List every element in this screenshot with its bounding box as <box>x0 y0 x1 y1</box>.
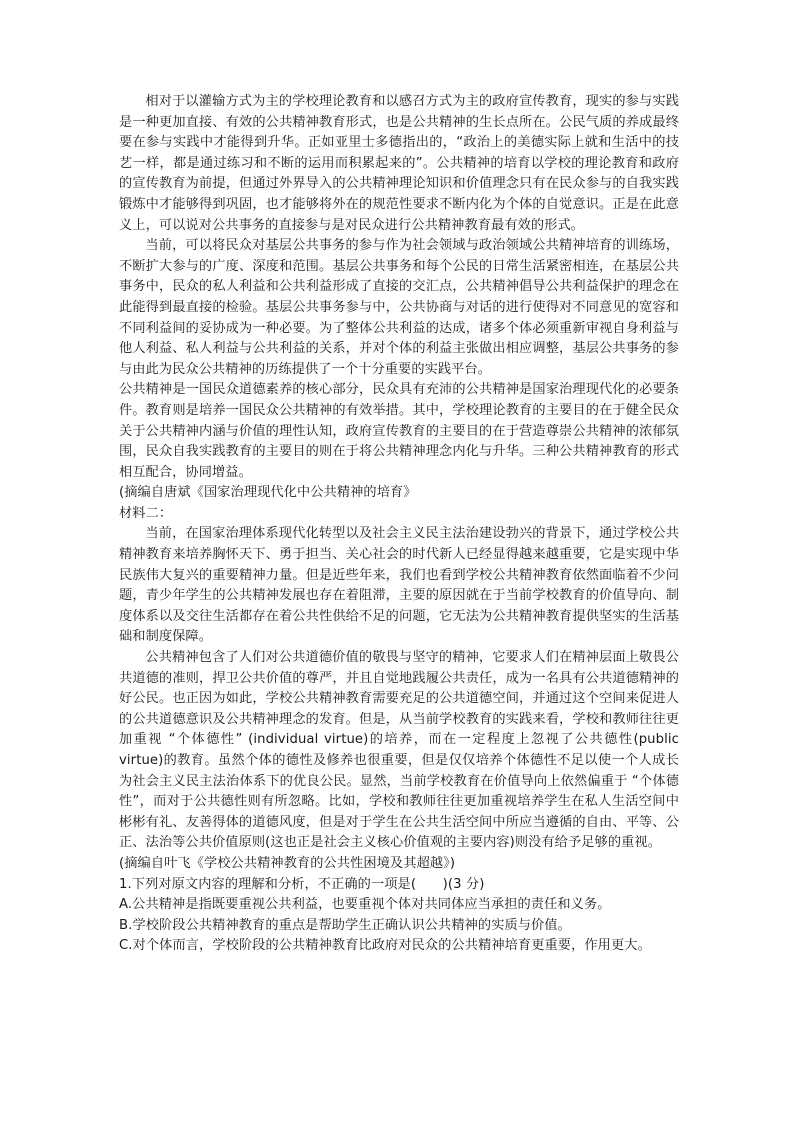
question-option-b: B.学校阶段公共精神教育的重点是帮助学生正确认识公共精神的实质与价值。 <box>119 917 571 933</box>
question-stem: 1.下列对原文内容的理解和分析，不正确的一项是( )(3 分) <box>119 876 485 892</box>
material-two-paragraph-2: 公共精神包含了人们对公共道德价值的敬畏与坚守的精神，它要求人们在精神层面上敬畏公共道德的准则，捍卫公共价值的尊严，并且自觉地践履公共责任，成为一名具有公共道德精神的好公民。也正因为如此，学校公共精神教育需要充足的公共道德空间，并通过这个空间来促进人的公共道德意识及公共精神理念的发育。但是，从当前学校教育的实践来看，学校和教师往往更加重视 “个体德性” (individual virtue)的培养，而在一定程度上忽视了公共德性(public virtue)的教育。虽然个体的德性及修养也很重要，但是仅仅培养个体德性不足以使一个人成长为社会主义民主法治体系下的优良公民。显然，当前学校教育在价值导向上依然偏重于 “个体德性”，而对于公共德性则有所忽略。比如，学校和教师往往更加重视培养学生在私人生活空间中彬彬有礼、友善得体的道德风度，但是对于学生在公共生活空间中所应当遵循的自由、平等、公正、法治等公共价值原则(这也正是社会主义核心价值观的主要内容)则没有给予足够的重视。 <box>119 650 684 851</box>
material-two-source: (摘编自叶飞《学校公共精神教育的公共性困境及其超越》) <box>119 855 456 871</box>
document-page <box>119 92 684 957</box>
material-two-heading: 材料二： <box>119 505 173 521</box>
material-two-paragraph-1: 当前，在国家治理体系现代化转型以及社会主义民主法治建设勃兴的背景下，通过学校公共精神教育来培养胸怀天下、勇于担当、关心社会的时代新人已经显得越来越重要，它是实现中华民族伟大复兴的重要精神力量。但是近些年来，我们也看到学校公共精神教育依然面临着不少问题，青少年学生的公共精神发展也存在着阻滞，主要的原因就在于当前学校教育的价值导向、制度体系以及交往生活都存在着公共性供给不足的问题，它无法为公共精神教育提供坚实的生活基础和制度保障。 <box>119 526 679 645</box>
material-one-source: (摘编自唐斌《国家治理现代化中公共精神的培育》 <box>119 485 417 501</box>
question-option-a: A.公共精神是指既要重视公共利益，也要重视个体对共同体应当承担的责任和义务。 <box>119 897 611 913</box>
material-one-paragraph-1: 相对于以灌输方式为主的学校理论教育和以感召方式为主的政府宣传教育，现实的参与实践是一种更加直接、有效的公共精神教育形式，也是公共精神的生长点所在。公民气质的养成最终要在参与实践中才能得到升华。正如亚里士多德指出的，“政治上的美德实际上就和生活中的技艺一样，都是通过练习和不断的运用而积累起来的”。公共精神的培育以学校的理论教育和政府的宣传教育为前提，但通过外界导入的公共精神理论知识和价值理念只有在民众参与的自我实践锻炼中才能够得到巩固，也才能够将外在的规范性要求不断内化为个体的自觉意识。正是在此意义上，可以说对公共事务的直接参与是对民众进行公共精神教育最有效的形式。 <box>119 94 679 233</box>
question-option-c: C.对个体而言，学校阶段的公共精神教育比政府对民众的公共精神培育更重要，作用更大。 <box>119 938 651 954</box>
material-one-paragraph-2: 当前，可以将民众对基层公共事务的参与作为社会领域与政治领域公共精神培育的训练场，不断扩大参与的广度、深度和范围。基层公共事务和每个公民的日常生活紧密相连，在基层公共事务中，民众的私人利益和公共利益形成了直接的交汇点，公共精神倡导公共利益保护的理念在此能得到最直接的检验。基层公共事务参与中，公共协商与对话的进行使得对不同意见的宽容和不同利益间的妥协成为一种必要。为了整体公共利益的达成，诸多个体必须重新审视自身利益与他人利益、私人利益与公共利益的关系，并对个体的利益主张做出相应调整，基层公共事务的参与由此为民众公共精神的历练提供了一个十分重要的实践平台。 <box>119 238 679 377</box>
material-one-paragraph-3: 公共精神是一国民众道德素养的核心部分，民众具有充沛的公共精神是国家治理现代化的必要条件。教育则是培养一国民众公共精神的有效举措。其中，学校理论教育的主要目的在于健全民众关于公共精神内涵与价值的理性认知，政府宣传教育的主要目的在于营造尊崇公共精神的浓郁氛围，民众自我实践教育的主要目的则在于将公共精神理念内化与升华。三种公共精神教育的形式相互配合，协同增益。 <box>119 382 679 480</box>
